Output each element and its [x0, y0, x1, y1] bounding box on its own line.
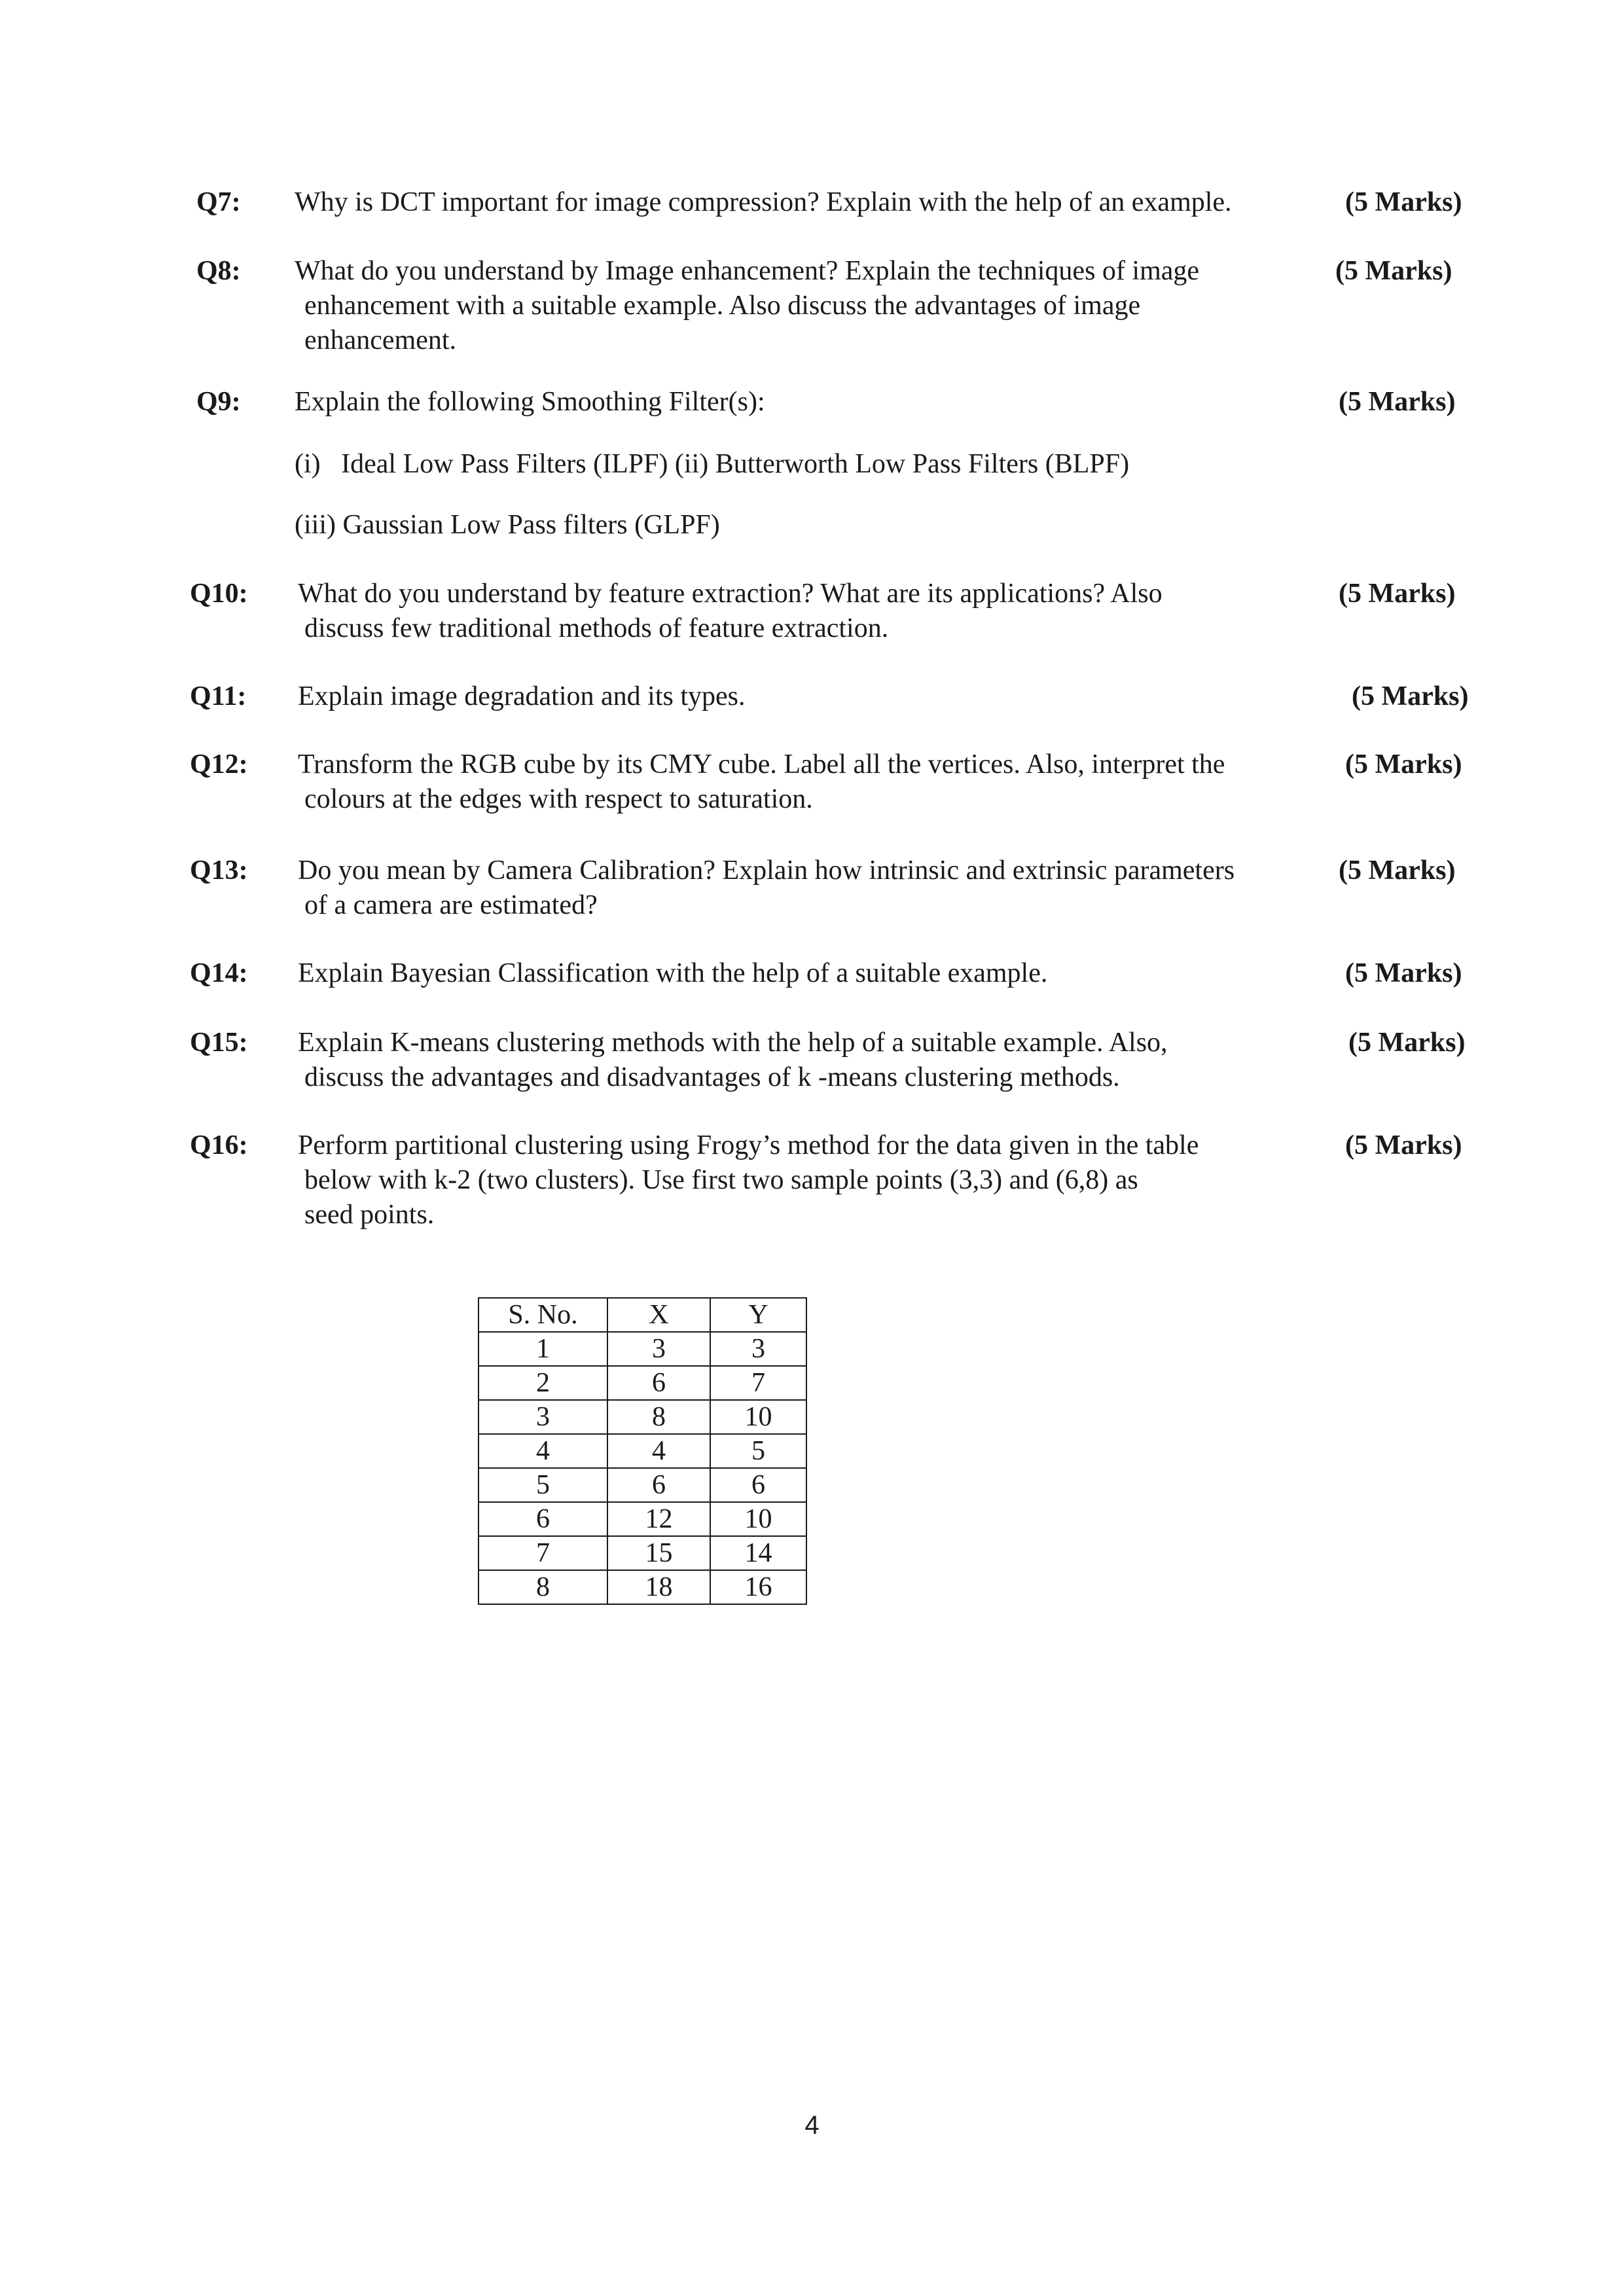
table-cell: 6 [607, 1468, 710, 1502]
question-text: colours at the edges with respect to saturation. [304, 784, 813, 814]
question-text: Explain K-means clustering methods with the help of a suitable example. Also, [298, 1028, 1168, 1058]
table-cell: 4 [478, 1434, 607, 1468]
question-text: Explain image degradation and its types. [298, 681, 746, 711]
table-cell: 6 [710, 1468, 806, 1502]
question-number: Q13: [190, 855, 248, 886]
table-cell: 3 [710, 1332, 806, 1366]
table-row [478, 1332, 806, 1366]
marks-label: (5 Marks) [1345, 958, 1462, 988]
table-row [478, 1400, 806, 1434]
question-number: Q8: [196, 256, 241, 286]
question-subitem: (iii) Gaussian Low Pass filters (GLPF) [295, 510, 720, 540]
table-row [478, 1434, 806, 1468]
table-cell: 18 [607, 1570, 710, 1604]
question-text: What do you understand by Image enhancement? Explain the techniques of image [295, 256, 1200, 286]
question-text: below with k-2 (two clusters). Use first two sample points (3,3) and (6,8) as [304, 1165, 1138, 1195]
table-cell: 7 [710, 1366, 806, 1400]
marks-label: (5 Marks) [1345, 749, 1462, 780]
marks-label: (5 Marks) [1348, 1028, 1466, 1058]
table-cell: 3 [607, 1332, 710, 1366]
question-number: Q15: [190, 1028, 248, 1058]
table-row [478, 1536, 806, 1570]
question-text: Do you mean by Camera Calibration? Explain how intrinsic and extrinsic parameters [298, 855, 1235, 886]
question-number: Q10: [190, 579, 248, 609]
question-number: Q11: [190, 681, 247, 711]
table-cell: 1 [478, 1332, 607, 1366]
marks-label: (5 Marks) [1345, 187, 1462, 217]
question-text: enhancement with a suitable example. Also discuss the advantages of image [304, 291, 1141, 321]
table-cell: 4 [607, 1434, 710, 1468]
table-header-row [478, 1298, 806, 1332]
table-cell: 3 [478, 1400, 607, 1434]
question-text: enhancement. [304, 325, 457, 355]
table-row [478, 1366, 806, 1400]
table-cell: 10 [710, 1400, 806, 1434]
table-cell: 6 [607, 1366, 710, 1400]
table-cell: 8 [478, 1570, 607, 1604]
table-cell: 15 [607, 1536, 710, 1570]
question-text: of a camera are estimated? [304, 890, 598, 920]
marks-label: (5 Marks) [1335, 256, 1453, 286]
table-cell: 5 [478, 1468, 607, 1502]
table-cell: 8 [607, 1400, 710, 1434]
question-number: Q9: [196, 387, 241, 417]
marks-label: (5 Marks) [1345, 1130, 1462, 1160]
marks-label: (5 Marks) [1352, 681, 1469, 711]
table-cell: 14 [710, 1536, 806, 1570]
marks-label: (5 Marks) [1339, 579, 1456, 609]
question-number: Q16: [190, 1130, 248, 1160]
table-cell: 10 [710, 1502, 806, 1536]
header-x: X [607, 1298, 710, 1332]
table-row [478, 1502, 806, 1536]
table-row [478, 1468, 806, 1502]
table-cell: 6 [478, 1502, 607, 1536]
question-text: Why is DCT important for image compression? Explain with the help of an example. [295, 187, 1232, 217]
question-text: Explain Bayesian Classification with the help of a suitable example. [298, 958, 1048, 988]
question-text: seed points. [304, 1200, 435, 1230]
marks-label: (5 Marks) [1339, 855, 1456, 886]
question-text: Explain the following Smoothing Filter(s): [295, 387, 765, 417]
question-text: Transform the RGB cube by its CMY cube. Label all the vertices. Also, interpret the [298, 749, 1225, 780]
question-text: discuss few traditional methods of feature extraction. [304, 613, 889, 643]
question-text: Perform partitional clustering using Frogy’s method for the data given in the table [298, 1130, 1199, 1160]
question-number: Q14: [190, 958, 248, 988]
question-number: Q12: [190, 749, 248, 780]
table-cell: 2 [478, 1366, 607, 1400]
page-number: 4 [804, 2111, 820, 2140]
data-table [478, 1297, 807, 1605]
table-cell: 16 [710, 1570, 806, 1604]
table-cell: 7 [478, 1536, 607, 1570]
question-subitem: (i) Ideal Low Pass Filters (ILPF) (ii) Butterworth Low Pass Filters (BLPF) [295, 449, 1130, 479]
question-text: What do you understand by feature extraction? What are its applications? Also [298, 579, 1163, 609]
question-text: discuss the advantages and disadvantages of k -means clustering methods. [304, 1062, 1120, 1092]
table-row [478, 1570, 806, 1604]
marks-label: (5 Marks) [1339, 387, 1456, 417]
question-number: Q7: [196, 187, 241, 217]
header-sno: S. No. [478, 1298, 607, 1332]
header-y: Y [710, 1298, 806, 1332]
table-cell: 12 [607, 1502, 710, 1536]
table-cell: 5 [710, 1434, 806, 1468]
